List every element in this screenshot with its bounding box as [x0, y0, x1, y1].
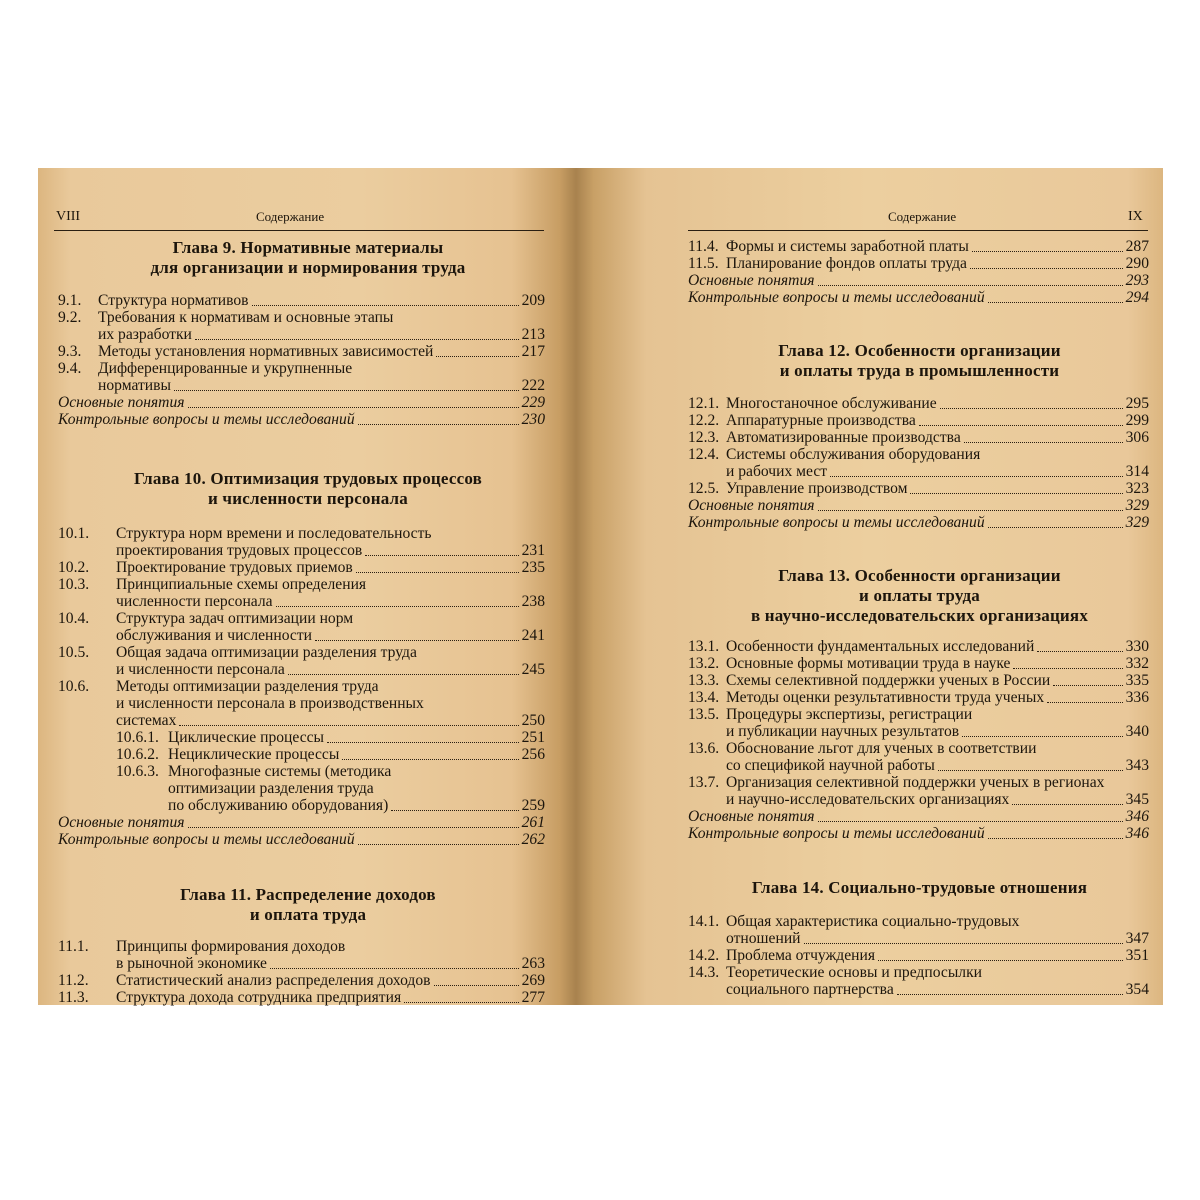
toc-entry-line[interactable] — [688, 463, 1149, 480]
dot-leader — [897, 994, 1123, 995]
entry-title: Обоснование льгот для ученых в соответствии — [726, 740, 1037, 757]
entry-title: Структура норм времени и последовательность — [116, 525, 432, 542]
toc-entry-line[interactable] — [58, 627, 545, 644]
entry-page-number: 299 — [1125, 412, 1149, 429]
entry-title: Организация селективной поддержки ученых в регионах — [726, 774, 1105, 791]
entry-page-number: 231 — [521, 542, 545, 559]
dot-leader — [365, 555, 518, 556]
entry-title: и рабочих мест — [726, 463, 828, 480]
entry-number: 10.4. — [58, 610, 90, 627]
page-number-right: IX — [1128, 209, 1143, 224]
entry-number: 10.2. — [58, 559, 90, 576]
dot-leader — [270, 968, 519, 969]
dot-leader — [188, 407, 519, 408]
entry-number: 14.2. — [688, 947, 720, 964]
entry-title: в рыночной экономике — [116, 955, 267, 972]
left-page-content — [38, 168, 576, 1005]
toc-entry-line[interactable] — [58, 644, 545, 661]
toc-entry-line[interactable] — [688, 981, 1149, 998]
entry-page-number: 335 — [1125, 672, 1149, 689]
entry-page-number: 261 — [521, 814, 545, 831]
toc-entry-line[interactable] — [688, 446, 1149, 463]
entry-number: 10.6. — [58, 678, 90, 695]
toc-entry-line[interactable] — [688, 480, 1149, 497]
toc-entry-line[interactable] — [58, 576, 545, 593]
toc-entry-line[interactable] — [58, 695, 545, 712]
entry-number: 11.4. — [688, 238, 719, 255]
toc-entry-line[interactable] — [58, 377, 545, 394]
toc-entry-line[interactable] — [688, 723, 1149, 740]
entry-number: 13.2. — [688, 655, 720, 672]
entry-title: Схемы селективной поддержки ученых в России — [726, 672, 1051, 689]
entry-title: и научно-исследовательских организациях — [726, 791, 1010, 808]
toc-entry-line[interactable] — [58, 292, 545, 309]
dot-leader — [391, 810, 518, 811]
toc-entry-line[interactable] — [688, 429, 1149, 446]
entry-page-number: 241 — [521, 627, 545, 644]
entry-title: Основные понятия — [58, 814, 185, 831]
dot-leader — [919, 425, 1123, 426]
entry-title: Общая задача оптимизации разделения труда — [116, 644, 417, 661]
entry-page-number: 346 — [1125, 825, 1149, 842]
dot-leader — [327, 742, 519, 743]
entry-title: по обслуживанию оборудования) — [168, 797, 389, 814]
entry-page-number: 217 — [521, 343, 545, 360]
entry-title: Основные формы мотивации труда в науке — [726, 655, 1011, 672]
entry-number: 13.1. — [688, 638, 720, 655]
entry-page-number: 340 — [1125, 723, 1149, 740]
entry-title: Общая характеристика социально-трудовых — [726, 913, 1020, 930]
entry-title: Контрольные вопросы и темы исследований — [58, 831, 355, 848]
chapter-title — [98, 238, 518, 278]
dot-leader — [195, 339, 519, 340]
entry-page-number: 293 — [1125, 272, 1149, 289]
entry-page-number: 346 — [1125, 808, 1149, 825]
toc-entry-line[interactable] — [58, 559, 545, 576]
entry-title: Теоретические основы и предпосылки — [726, 964, 982, 981]
dot-leader — [818, 510, 1123, 511]
entry-page-number: 329 — [1125, 497, 1149, 514]
entry-title: со спецификой научной работы — [726, 757, 935, 774]
dot-leader — [188, 827, 519, 828]
entry-page-number: 336 — [1125, 689, 1149, 706]
entry-title: Структура задач оптимизации норм — [116, 610, 354, 627]
entry-page-number: 245 — [521, 661, 545, 678]
dot-leader — [988, 302, 1123, 303]
entry-title: Формы и системы заработной платы — [726, 238, 969, 255]
dot-leader — [938, 770, 1123, 771]
entry-title: Циклические процессы — [168, 729, 325, 746]
entry-title: их разработки — [98, 326, 192, 343]
chapter-title-line: Глава 13. Особенности организации — [778, 566, 1061, 585]
dot-leader — [804, 943, 1123, 944]
dot-leader — [179, 725, 518, 726]
dot-leader — [436, 356, 518, 357]
toc-entry-line[interactable] — [688, 706, 1149, 723]
entry-title: Особенности фундаментальных исследований — [726, 638, 1035, 655]
entry-title: Системы обслуживания оборудования — [726, 446, 981, 463]
entry-number: 13.3. — [688, 672, 720, 689]
entry-number: 12.4. — [688, 446, 720, 463]
entry-number: 10.6.3. — [116, 763, 159, 780]
entry-page-number: 351 — [1125, 947, 1149, 964]
toc-entry-line[interactable] — [58, 309, 545, 326]
dot-leader — [964, 442, 1123, 443]
entry-number: 13.5. — [688, 706, 720, 723]
toc-entry-line[interactable] — [58, 712, 545, 729]
chapter-title-line: Глава 10. Оптимизация трудовых процессов — [133, 469, 483, 488]
entry-number: 11.1. — [58, 938, 89, 955]
entry-page-number: 295 — [1125, 395, 1149, 412]
toc-entry-line[interactable] — [58, 972, 545, 989]
chapter-title-line: Глава 14. Социально-трудовые отношения — [751, 878, 1088, 897]
dot-leader — [315, 640, 519, 641]
entry-number: 13.4. — [688, 689, 720, 706]
entry-number: 13.6. — [688, 740, 720, 757]
chapter-title-line: Глава 12. Особенности организации — [778, 341, 1061, 360]
running-head-right: Содержание — [888, 209, 957, 224]
entry-title: и численности персонала — [116, 661, 285, 678]
entry-title: Аппаратурные производства — [726, 412, 916, 429]
chapter-title-line: для организации и нормирования труда — [150, 258, 466, 277]
entry-title: Структура дохода сотрудника предприятия — [116, 989, 402, 1006]
dot-leader — [940, 408, 1123, 409]
toc-entry-line[interactable] — [58, 610, 545, 627]
entry-number: 11.3. — [58, 989, 89, 1006]
dot-leader — [404, 1002, 518, 1003]
entry-title: численности персонала — [116, 593, 273, 610]
toc-entry-line[interactable] — [688, 930, 1149, 947]
dot-leader — [1053, 685, 1122, 686]
toc-entry-line[interactable] — [58, 525, 545, 542]
toc-entry-line[interactable] — [58, 360, 545, 377]
entry-title: Статистический анализ распределения доходов — [116, 972, 431, 989]
entry-number: 11.5. — [688, 255, 719, 272]
entry-page-number: 256 — [521, 746, 545, 763]
chapter-title-line: Глава 9. Нормативные материалы — [172, 238, 444, 257]
entry-page-number: 306 — [1125, 429, 1149, 446]
entry-number: 12.1. — [688, 395, 720, 412]
entry-title: Методы оценки результативности труда ученых — [726, 689, 1045, 706]
dot-leader — [818, 821, 1123, 822]
toc-section-entry[interactable] — [688, 497, 1149, 514]
entry-title: Многостаночное обслуживание — [726, 395, 937, 412]
toc-entry-line[interactable] — [688, 913, 1149, 930]
entry-title: Проблема отчуждения — [726, 947, 876, 964]
toc-entry-line[interactable] — [58, 343, 545, 360]
entry-title: Принципы формирования доходов — [116, 938, 346, 955]
dot-leader — [358, 844, 519, 845]
entry-title: и публикации научных результатов — [726, 723, 960, 740]
entry-number: 14.3. — [688, 964, 720, 981]
entry-title: Проектирование трудовых приемов — [116, 559, 353, 576]
entry-page-number: 238 — [521, 593, 545, 610]
toc-section-entry[interactable] — [58, 394, 545, 411]
entry-number: 14.1. — [688, 913, 720, 930]
entry-title: Методы установления нормативных зависимостей — [98, 343, 434, 360]
entry-title: Автоматизированные производства — [726, 429, 961, 446]
entry-page-number: 343 — [1125, 757, 1149, 774]
toc-entry-line[interactable] — [116, 763, 545, 780]
entry-number: 9.1. — [58, 292, 82, 309]
dot-leader — [878, 960, 1123, 961]
toc-section-entry[interactable] — [58, 831, 545, 848]
chapter-title — [98, 885, 518, 925]
entry-number: 10.6.2. — [116, 746, 159, 763]
entry-page-number: 230 — [521, 411, 545, 428]
toc-entry-line[interactable] — [688, 655, 1149, 672]
entry-number: 11.2. — [58, 972, 89, 989]
entry-title: нормативы — [98, 377, 171, 394]
toc-entry-line[interactable] — [58, 989, 545, 1006]
entry-page-number: 329 — [1125, 514, 1149, 531]
entry-number: 9.4. — [58, 360, 82, 377]
entry-title: Планирование фондов оплаты труда — [726, 255, 967, 272]
right-page-content — [576, 168, 1163, 1005]
entry-title: Контрольные вопросы и темы исследований — [688, 289, 985, 306]
entry-page-number: 345 — [1125, 791, 1149, 808]
left-page — [38, 168, 576, 1005]
entry-number: 12.5. — [688, 480, 720, 497]
entry-title: Требования к нормативам и основные этапы — [98, 309, 394, 326]
toc-entry-line[interactable] — [58, 661, 545, 678]
dot-leader — [276, 606, 519, 607]
entry-title: отношений — [726, 930, 801, 947]
toc-entry-line[interactable] — [688, 395, 1149, 412]
entry-title: Нециклические процессы — [168, 746, 340, 763]
dot-leader — [252, 305, 519, 306]
entry-number: 10.3. — [58, 576, 90, 593]
toc-entry-line[interactable] — [116, 729, 545, 746]
chapter-title — [688, 566, 1151, 626]
toc-entry-line[interactable] — [58, 678, 545, 695]
entry-number: 12.3. — [688, 429, 720, 446]
entry-page-number: 269 — [521, 972, 545, 989]
toc-section-entry[interactable] — [688, 825, 1149, 842]
entry-number: 10.1. — [58, 525, 90, 542]
page-number-left: VIII — [56, 209, 81, 224]
dot-leader — [1012, 804, 1122, 805]
dot-leader — [962, 736, 1122, 737]
dot-leader — [1037, 651, 1122, 652]
entry-title: Принципиальные схемы определения — [116, 576, 367, 593]
entry-title: обслуживания и численности — [116, 627, 312, 644]
entry-number: 10.6.1. — [116, 729, 159, 746]
entry-page-number: 290 — [1125, 255, 1149, 272]
dot-leader — [174, 390, 519, 391]
chapter-title-line: и оплата труда — [249, 905, 367, 924]
entry-title: оптимизации разделения труда — [168, 780, 374, 797]
entry-page-number: 287 — [1125, 238, 1149, 255]
entry-title: и численности персонала в производственных — [116, 695, 424, 712]
entry-page-number: 263 — [521, 955, 545, 972]
dot-leader — [818, 285, 1123, 286]
chapter-title-line: и оплаты труда — [859, 586, 980, 605]
entry-page-number: 330 — [1125, 638, 1149, 655]
dot-leader — [356, 572, 519, 573]
open-book — [38, 168, 1163, 1005]
header-rule-left — [54, 230, 544, 231]
entry-page-number: 354 — [1125, 981, 1149, 998]
entry-title: Основные понятия — [688, 808, 815, 825]
dot-leader — [358, 424, 519, 425]
toc-entry-line[interactable] — [688, 791, 1149, 808]
right-page — [576, 168, 1163, 1005]
entry-page-number: 314 — [1125, 463, 1149, 480]
entry-page-number: 277 — [521, 989, 545, 1006]
toc-entry-line[interactable] — [688, 757, 1149, 774]
entry-title: Основные понятия — [688, 497, 815, 514]
toc-entry-line[interactable] — [58, 542, 545, 559]
entry-page-number: 209 — [521, 292, 545, 309]
toc-section-entry[interactable] — [58, 814, 545, 831]
chapter-title-line: и оплаты труда в промышленности — [779, 361, 1060, 380]
dot-leader — [830, 476, 1123, 477]
toc-entry-line[interactable] — [688, 964, 1149, 981]
dot-leader — [288, 674, 519, 675]
chapter-title — [688, 878, 1151, 898]
toc-entry-line[interactable] — [58, 326, 545, 343]
chapter-title — [688, 341, 1151, 381]
chapter-title-line: Глава 11. Распределение доходов — [180, 885, 436, 904]
toc-entry-line[interactable] — [116, 797, 545, 814]
toc-section-entry[interactable] — [688, 808, 1149, 825]
entry-page-number: 323 — [1125, 480, 1149, 497]
entry-page-number: 262 — [521, 831, 545, 848]
entry-number: 12.2. — [688, 412, 720, 429]
dot-leader — [342, 759, 518, 760]
toc-entry-line[interactable] — [58, 955, 545, 972]
toc-entry-line[interactable] — [688, 412, 1149, 429]
entry-title: Структура нормативов — [98, 292, 249, 309]
entry-page-number: 222 — [521, 377, 545, 394]
toc-entry-line[interactable] — [688, 740, 1149, 757]
chapter-title-line: и численности персонала — [207, 489, 408, 508]
entry-page-number: 213 — [521, 326, 545, 343]
entry-title: Основные понятия — [688, 272, 815, 289]
toc-section-entry[interactable] — [58, 411, 545, 428]
toc-section-entry[interactable] — [688, 289, 1149, 306]
dot-leader — [910, 493, 1122, 494]
entry-number: 9.2. — [58, 309, 82, 326]
toc-entry-line[interactable] — [688, 255, 1149, 272]
chapter-title — [98, 469, 518, 509]
running-head-left: Содержание — [256, 209, 325, 224]
toc-entry-line[interactable] — [58, 593, 545, 610]
entry-number: 10.5. — [58, 644, 90, 661]
entry-page-number: 250 — [521, 712, 545, 729]
entry-title: системах — [116, 712, 177, 729]
dot-leader — [988, 527, 1123, 528]
chapter-title-line: в научно-исследовательских организациях — [750, 606, 1089, 625]
entry-page-number: 229 — [521, 394, 545, 411]
dot-leader — [972, 251, 1123, 252]
entry-title: Методы оптимизации разделения труда — [116, 678, 379, 695]
entry-title: Управление производством — [726, 480, 908, 497]
entry-title: проектирования трудовых процессов — [116, 542, 363, 559]
dot-leader — [988, 838, 1123, 839]
entry-page-number: 294 — [1125, 289, 1149, 306]
toc-entry-line[interactable] — [688, 689, 1149, 706]
entry-title: социального партнерства — [726, 981, 894, 998]
entry-title: Контрольные вопросы и темы исследований — [688, 514, 985, 531]
toc-entry-line[interactable] — [688, 947, 1149, 964]
entry-title: Контрольные вопросы и темы исследований — [58, 411, 355, 428]
entry-page-number: 259 — [521, 797, 545, 814]
header-rule-right — [688, 230, 1148, 231]
entry-title: Процедуры экспертизы, регистрации — [726, 706, 973, 723]
entry-title: Контрольные вопросы и темы исследований — [688, 825, 985, 842]
entry-title: Основные понятия — [58, 394, 185, 411]
toc-entry-line[interactable] — [688, 774, 1149, 791]
toc-entry-line[interactable] — [116, 780, 545, 797]
entry-title: Дифференцированные и укрупненные — [98, 360, 353, 377]
toc-section-entry[interactable] — [688, 514, 1149, 531]
entry-page-number: 235 — [521, 559, 545, 576]
entry-page-number: 251 — [521, 729, 545, 746]
entry-page-number: 332 — [1125, 655, 1149, 672]
toc-entry-line[interactable] — [116, 746, 545, 763]
toc-entry-line[interactable] — [688, 238, 1149, 255]
dot-leader — [1047, 702, 1122, 703]
toc-entry-line[interactable] — [688, 672, 1149, 689]
entry-page-number: 347 — [1125, 930, 1149, 947]
toc-entry-line[interactable] — [688, 638, 1149, 655]
entry-title: Многофазные системы (методика — [168, 763, 392, 780]
entry-number: 13.7. — [688, 774, 720, 791]
toc-section-entry[interactable] — [688, 272, 1149, 289]
entry-number: 9.3. — [58, 343, 82, 360]
dot-leader — [434, 985, 519, 986]
dot-leader — [1013, 668, 1122, 669]
toc-entry-line[interactable] — [58, 938, 545, 955]
dot-leader — [970, 268, 1123, 269]
